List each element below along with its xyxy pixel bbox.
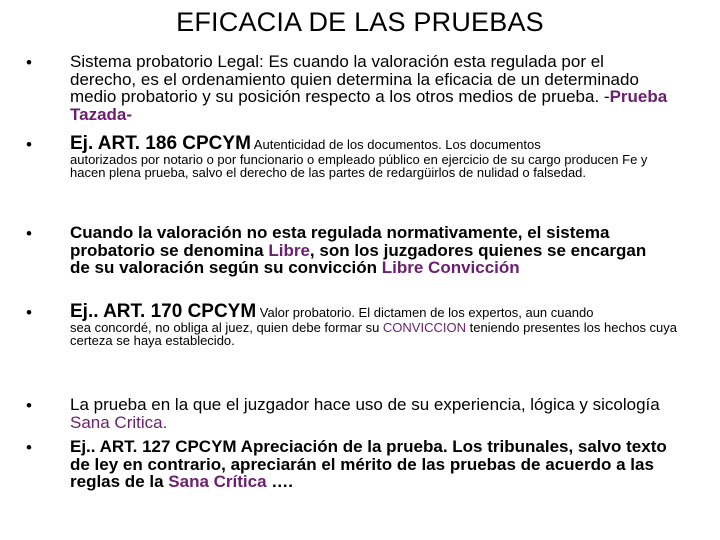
bullet-marker: • [26, 53, 32, 72]
bullet-text [70, 396, 670, 431]
art-186-title: Autenticidad de los documentos. Los documentos [250, 137, 541, 152]
sana-critica-accent: Sana Crítica [168, 472, 267, 491]
bullet-marker: • [26, 224, 32, 243]
conviccion-label: CONVICCION [382, 319, 466, 335]
bullet-text [70, 135, 695, 180]
sana-critica-label: Sana Critica. [70, 412, 168, 432]
art-170-body [70, 321, 682, 348]
bullet-marker: • [26, 135, 32, 154]
art-186-heading: Ej. ART. 186 CPCYM [70, 133, 251, 154]
art-170-text-1: sea concordé, no obliga al juez, quien debe formar su [70, 319, 383, 335]
bullet-text [70, 438, 670, 491]
art-127-text: Ej.. ART. 127 CPCYM Apreciación de la prueba. Los tribunales, salvo texto de ley en contrario, apreciarán el mérito de las pruebas de acuerdo a las reglas de la [70, 437, 667, 491]
bullet-marker: • [26, 303, 32, 322]
libre-label: Libre [268, 240, 310, 260]
bullet-text [70, 224, 670, 277]
bullet-marker: • [26, 438, 32, 457]
art-186-body: autorizados por notario o por funcionario o empleado público en ejercicio de su cargo producen Fe y hacen plena prueba, salvo el derecho de las partes de redargüirlos de nulidad o falsedad. [70, 151, 648, 180]
bullet-text [70, 303, 695, 348]
sana-critica-text: La prueba en la que el juzgador hace uso de su experiencia, lógica y sicología [70, 395, 660, 414]
free-conviction-text-1: Cuando la valoración no esta regulada normativamente, el sistema probatorio se denomina [70, 223, 610, 260]
art-170-text-2: teniendo presentes los hechos cuya certeza se haya establecido. [70, 319, 678, 348]
art-170-title: Valor probatorio. El dictamen de los expertos, aun cuando [256, 305, 594, 320]
art-170-heading: Ej.. ART. 170 CPCYM [70, 301, 257, 322]
prueba-tazada-label: Prueba Tazada- [70, 87, 668, 124]
legal-system-text: Sistema probatorio Legal: Es cuando la valoración esta regulada por el derecho, es el ordenamiento quien determina la eficacia de un determinado medio probatorio y su posición respecto a los otros medios de prueba. - [70, 52, 639, 106]
bullet-marker: • [26, 396, 32, 415]
libre-conviccion-label: Libre Convicción [381, 258, 520, 277]
slide-title: EFICACIA DE LAS PRUEBAS [176, 7, 544, 37]
bullet-text [70, 53, 670, 123]
free-conviction-text-2: , son los juzgadores quienes se encargan de su valoración según su convicción [70, 240, 647, 277]
art-127-tail: …. [266, 472, 293, 491]
